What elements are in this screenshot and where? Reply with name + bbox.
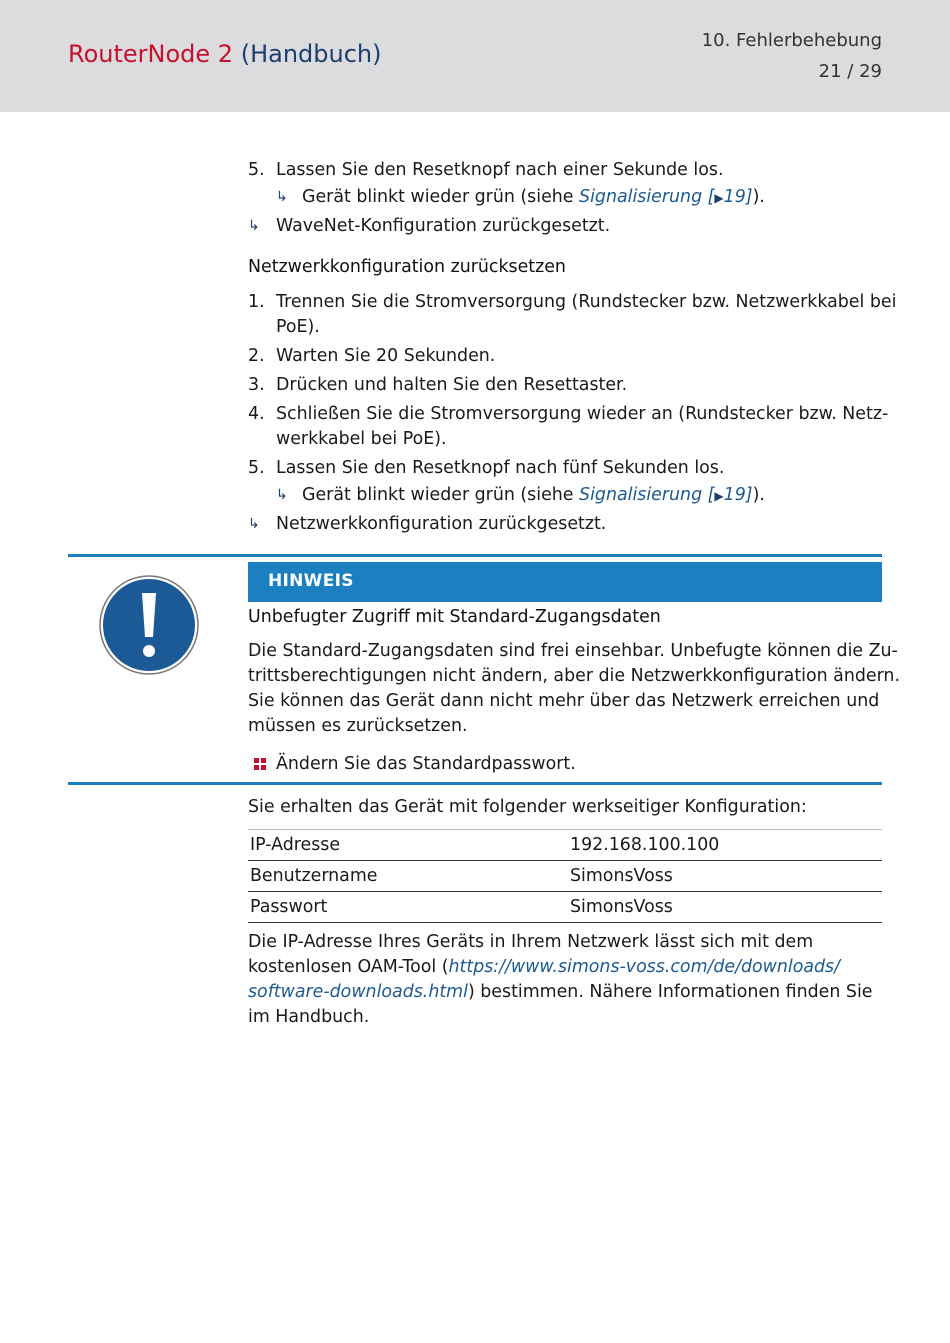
notice-text: Sie können das Gerät dann nicht mehr über das Netzwerk erreichen und	[248, 691, 880, 711]
step-number: 3.	[248, 375, 265, 395]
step-text: Lassen Sie den Resetknopf nach fünf Sekunden los.	[276, 458, 725, 478]
notice-label: HINWEIS	[268, 571, 354, 591]
notice-top-rule	[68, 554, 882, 557]
table-row	[248, 830, 882, 861]
arrow-hook-right-icon: ↳	[248, 516, 260, 532]
step-text: Lassen Sie den Resetknopf nach einer Sekunde los.	[276, 160, 724, 180]
config-key: IP-Adresse	[248, 830, 568, 861]
link-text: Signalisierung [	[579, 485, 715, 505]
step-text: Trennen Sie die Stromversorgung (Rundstecker bzw. Netzwerkkabel bei	[276, 292, 897, 312]
section-wavenet-reset	[248, 158, 882, 238]
notice-label-bar	[248, 562, 882, 602]
step-number: 5.	[248, 160, 265, 180]
paragraph-text: im Handbuch.	[248, 1007, 370, 1027]
arrow-hook-right-icon: ↳	[276, 487, 288, 503]
table-row	[248, 892, 882, 923]
config-key: Benutzername	[248, 861, 568, 892]
step-number: 5.	[248, 458, 265, 478]
notice-text: müssen es zurücksetzen.	[248, 716, 468, 736]
section-heading: Netzwerkkonfiguration zurücksetzen	[248, 257, 566, 277]
link-page: 19]	[723, 187, 753, 207]
result-text-end: ).	[752, 187, 765, 207]
config-value: SimonsVoss	[568, 892, 882, 923]
triangle-right-icon: ▶	[714, 191, 724, 205]
paragraph-text-part: kostenlosen OAM-Tool (	[248, 957, 449, 977]
four-squares-icon	[254, 758, 266, 770]
document-type: (Handbuch)	[240, 40, 382, 68]
document-title	[68, 40, 382, 68]
table-row	[248, 861, 882, 892]
signalisierung-link[interactable]	[579, 485, 753, 505]
arrow-hook-right-icon: ↳	[248, 218, 260, 234]
page-number: 21 / 29	[818, 61, 882, 82]
step-text: Schließen Sie die Stromversorgung wieder an (Rundstecker bzw. Netz-	[276, 404, 889, 424]
notice-text: trittsberechtigungen nicht ändern, aber die Netzwerkkonfiguration ändern.	[248, 666, 900, 686]
final-result: Netzwerkkonfiguration zurückgesetzt.	[276, 514, 607, 534]
default-config-table	[248, 829, 882, 923]
config-intro: Sie erhalten das Gerät mit folgender werkseitiger Konfiguration:	[248, 797, 807, 817]
step-text: Warten Sie 20 Sekunden.	[276, 346, 496, 366]
step-number: 1.	[248, 292, 265, 312]
final-result: WaveNet-Konfiguration zurückgesetzt.	[276, 216, 611, 236]
paragraph-text	[248, 955, 840, 980]
result-text: Gerät blinkt wieder grün (siehe	[302, 485, 580, 505]
product-name: RouterNode 2	[68, 40, 234, 68]
paragraph-text	[248, 980, 873, 1005]
notice-text: Die Standard-Zugangsdaten sind frei einsehbar. Unbefugte können die Zu-	[248, 641, 898, 661]
result-text: Gerät blinkt wieder grün (siehe	[302, 187, 580, 207]
download-link[interactable]: https://www.simons-voss.com/de/downloads/	[448, 957, 840, 977]
step-number: 2.	[248, 346, 265, 366]
triangle-right-icon: ▶	[714, 489, 724, 503]
notice-action: Ändern Sie das Standardpasswort.	[276, 754, 576, 774]
notice-body	[248, 639, 900, 779]
config-intro-block	[248, 795, 882, 820]
notice-bottom-rule	[68, 782, 882, 785]
notice-title: Unbefugter Zugriff mit Standard-Zugangsdaten	[248, 607, 661, 627]
oam-tool-paragraph	[248, 930, 882, 1040]
paragraph-text-part: ) bestimmen. Nähere Informationen finden Sie	[467, 982, 873, 1002]
config-value: SimonsVoss	[568, 861, 882, 892]
exclamation-circle-icon	[99, 575, 199, 675]
step-text: werkkabel bei PoE).	[276, 429, 447, 449]
page-header	[0, 0, 950, 112]
signalisierung-link[interactable]	[579, 187, 753, 207]
config-value: 192.168.100.100	[568, 830, 882, 861]
step-text: Drücken und halten Sie den Resettaster.	[276, 375, 628, 395]
step-text: PoE).	[276, 317, 320, 337]
section-network-reset	[248, 290, 897, 540]
step-result	[302, 483, 765, 509]
link-text: Signalisierung [	[579, 187, 715, 207]
config-key: Passwort	[248, 892, 568, 923]
step-result	[302, 185, 765, 211]
download-link[interactable]: software-downloads.html	[248, 982, 468, 1002]
paragraph-text: Die IP-Adresse Ihres Geräts in Ihrem Netzwerk lässt sich mit dem	[248, 932, 814, 952]
result-text-end: ).	[752, 485, 765, 505]
arrow-hook-right-icon: ↳	[276, 189, 288, 205]
chapter-title: 10. Fehlerbehebung	[701, 30, 882, 51]
step-number: 4.	[248, 404, 265, 424]
link-page: 19]	[723, 485, 753, 505]
